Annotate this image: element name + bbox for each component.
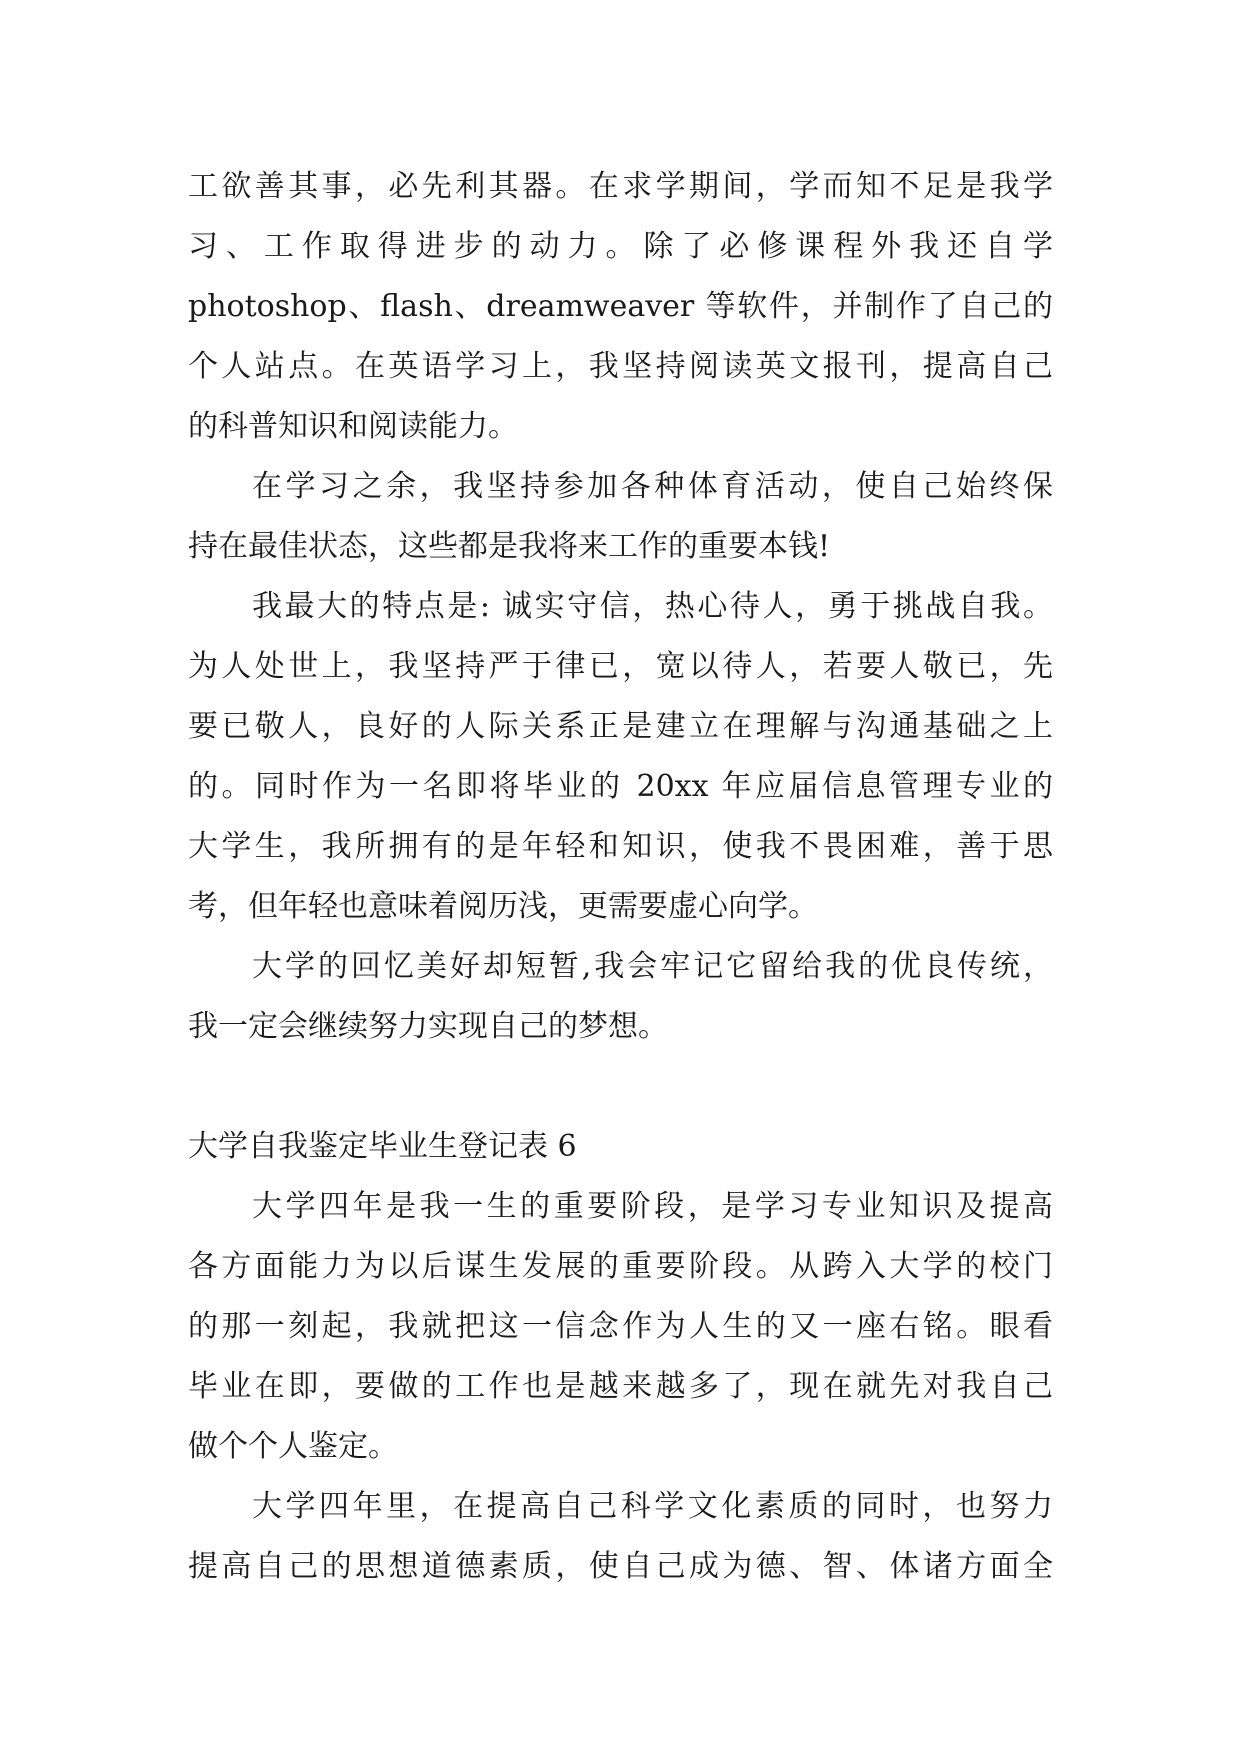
text-line: 的。同时作为一名即将毕业的 20xx 年应届信息管理专业的: [188, 769, 1053, 804]
text-line: 在学习之余，我坚持参加各种体育活动，使自己始终保: [252, 469, 1053, 504]
text-line: 做个个人鉴定。: [188, 1429, 398, 1464]
text-line: 习、工作取得进步的动力。除了必修课程外我还自学: [188, 229, 1053, 264]
text-line: photoshop、flash、dreamweaver 等软件，并制作了自己的: [188, 289, 1053, 324]
text-line: 考，但年轻也意味着阅历浅，更需要虚心向学。: [188, 889, 818, 924]
text-line: 提高自己的思想道德素质，使自己成为德、智、体诸方面全: [188, 1549, 1053, 1584]
text-line: 大学生，我所拥有的是年轻和知识，使我不畏困难，善于思: [188, 829, 1053, 864]
text-line: 的那一刻起，我就把这一信念作为人生的又一座右铭。眼看: [188, 1309, 1053, 1344]
text-line: 毕业在即，要做的工作也是越来越多了，现在就先对我自己: [188, 1369, 1053, 1404]
paragraph: [188, 937, 1053, 1057]
text-line: 要已敬人，良好的人际关系正是建立在理解与沟通基础之上: [188, 709, 1053, 744]
text-line: 我最大的特点是: 诚实守信，热心待人，勇于挑战自我。: [252, 589, 1053, 624]
text-line: 为人处世上，我坚持严于律已，宽以待人，若要人敬已，先: [188, 649, 1053, 684]
paragraph: [188, 1177, 1053, 1477]
paragraph: [188, 577, 1053, 937]
text-line: 的科普知识和阅读能力。: [188, 409, 518, 444]
text-line: 工欲善其事，必先利其器。在求学期间，学而知不足是我学: [188, 169, 1053, 204]
blank-line: [188, 1057, 1053, 1117]
text-line: 持在最佳状态，这些都是我将来工作的重要本钱!: [188, 529, 831, 564]
paragraph: [188, 157, 1053, 457]
text-line: 大学的回忆美好却短暂,我会牢记它留给我的优良传统，: [252, 949, 1053, 984]
text-line: 大学四年里，在提高自己科学文化素质的同时，也努力: [252, 1489, 1053, 1524]
text-line: 个人站点。在英语学习上，我坚持阅读英文报刊，提高自己: [188, 349, 1053, 384]
text-line: 各方面能力为以后谋生发展的重要阶段。从跨入大学的校门: [188, 1249, 1053, 1284]
section-heading: 大学自我鉴定毕业生登记表 6: [188, 1129, 577, 1164]
paragraph: [188, 457, 1053, 577]
paragraph: [188, 1477, 1053, 1597]
text-line: 我一定会继续努力实现自己的梦想。: [188, 1009, 668, 1044]
text-line: 大学四年是我一生的重要阶段，是学习专业知识及提高: [252, 1189, 1053, 1224]
document-page: [188, 157, 1053, 1597]
